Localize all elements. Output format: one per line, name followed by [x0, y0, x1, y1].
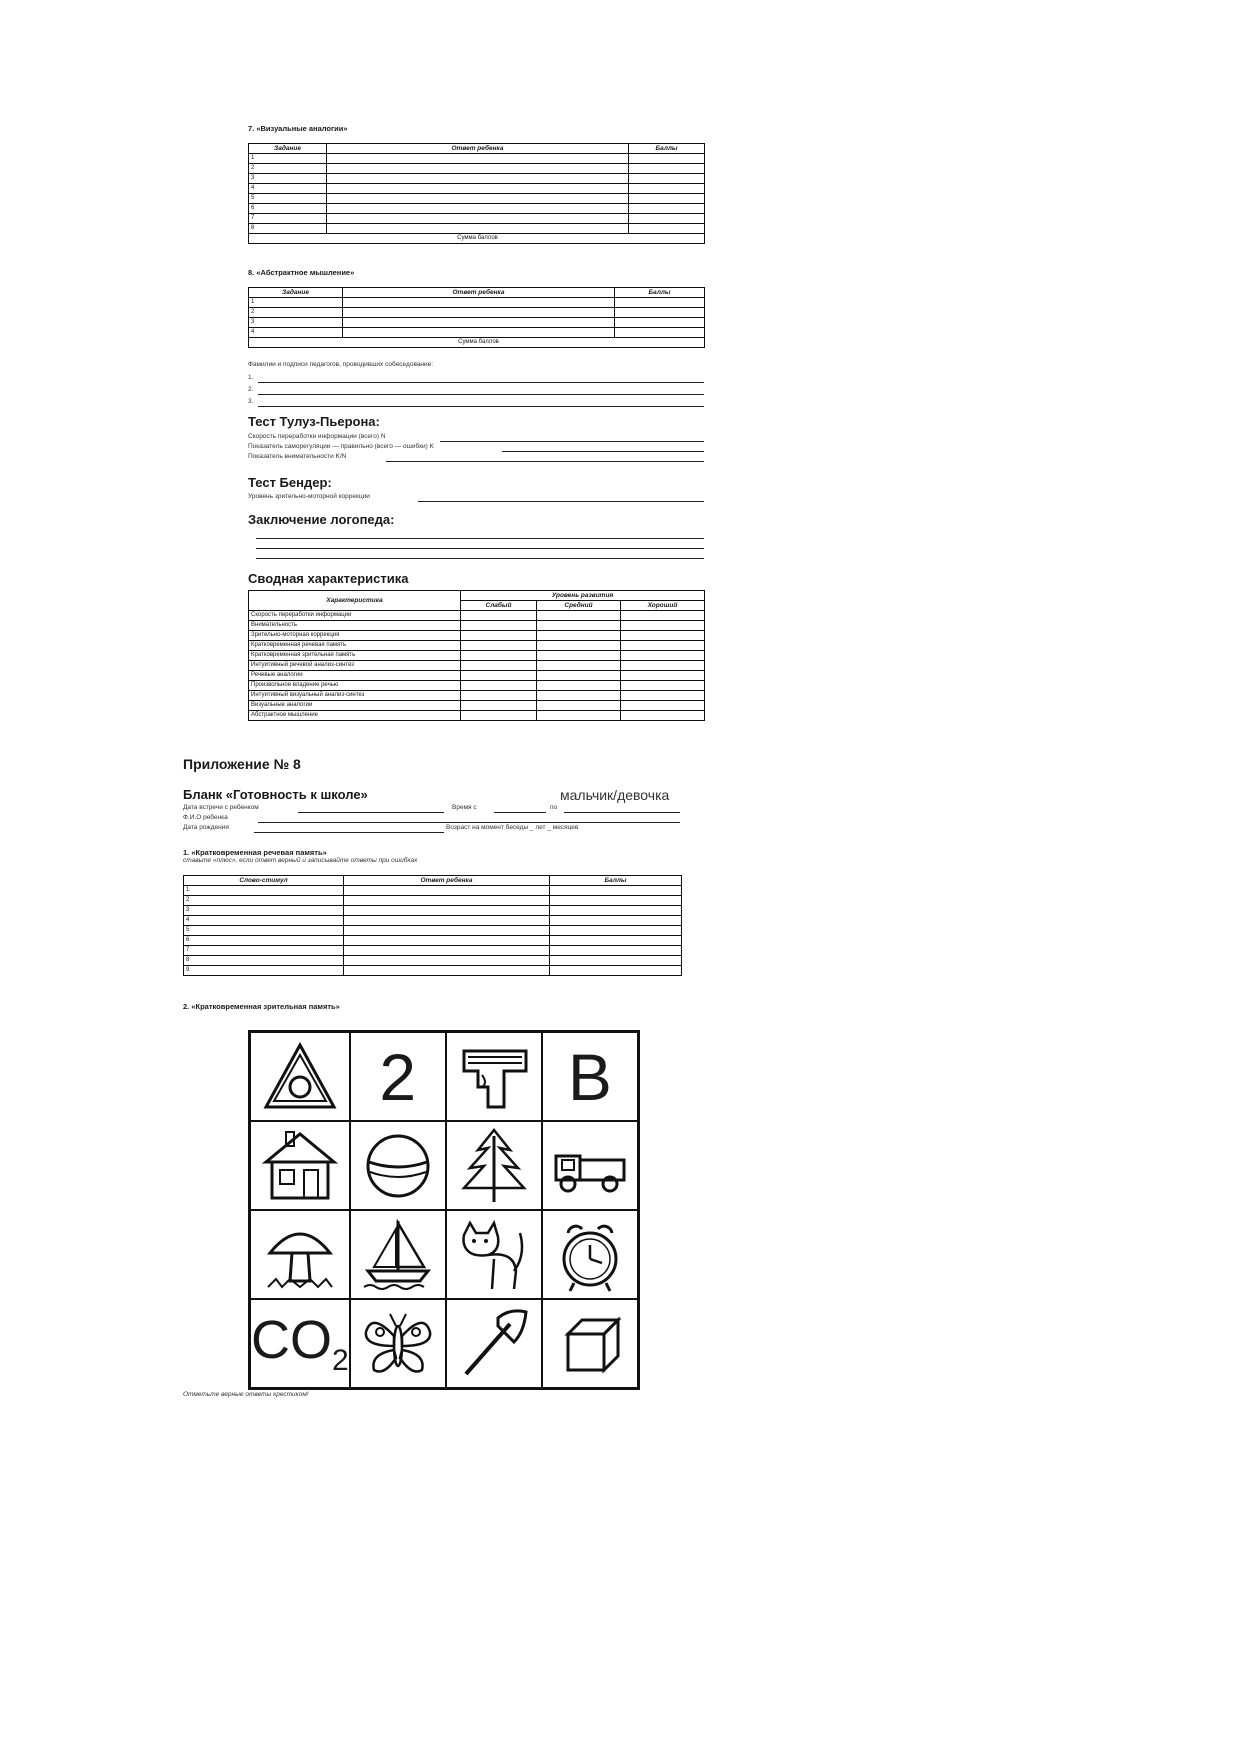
logoped-title: Заключение логопеда:	[248, 512, 395, 527]
table-row: 7	[249, 214, 705, 224]
signature-line-2[interactable]	[258, 394, 704, 395]
table-row: 6	[249, 204, 705, 214]
signature-number: 3.	[248, 398, 254, 405]
table-row: 1	[249, 298, 705, 308]
table-summary	[248, 590, 705, 721]
digit-2[interactable]: 2	[350, 1032, 446, 1121]
ball-icon[interactable]	[350, 1121, 446, 1210]
table-row: Произвольное владение речью	[249, 681, 705, 691]
section-8-title: 8. «Абстрактное мышление»	[248, 268, 355, 277]
pistol-icon[interactable]	[446, 1032, 542, 1121]
table-row: 6	[184, 936, 682, 946]
table-row: Скорость переработки информации	[249, 611, 705, 621]
birth-label: Дата рождения	[183, 824, 229, 831]
cube-icon[interactable]	[542, 1299, 638, 1388]
table-row: 1	[184, 886, 682, 896]
mushroom-icon[interactable]	[250, 1210, 350, 1299]
table-row: Визуальные аналогии	[249, 701, 705, 711]
name-field[interactable]	[258, 822, 680, 823]
section-1-title: 1. «Кратковременная речевая память»	[183, 848, 327, 857]
house-icon[interactable]	[250, 1121, 350, 1210]
level-header: Слабый	[461, 601, 537, 611]
bender-line-label: Уровень зрительно-моторной коррекции	[248, 493, 370, 500]
table-row: 8	[249, 224, 705, 234]
section-2-title: 2. «Кратковременная зрительная память»	[183, 1002, 340, 1011]
table-verbal-memory	[183, 875, 682, 976]
signature-line-3[interactable]	[258, 406, 704, 407]
toulouse-line-label: Показатель внимательности K/N	[248, 453, 347, 460]
table-row: Кратковременная речевая память	[249, 641, 705, 651]
level-header: Хороший	[621, 601, 705, 611]
grid-note: Отметьте верные ответы крестиком!	[183, 1391, 309, 1398]
col-header: Баллы	[629, 144, 705, 154]
logoped-line-3[interactable]	[256, 558, 704, 559]
table-row: 9	[184, 966, 682, 976]
table-row: 4	[249, 184, 705, 194]
table-row: Интуитивный визуальный анализ-синтез	[249, 691, 705, 701]
toulouse-line-label: Показатель саморегуляции — правильно (всего — ошибки) K	[248, 443, 434, 450]
table-row: 1	[249, 154, 705, 164]
table-row: Речевые аналогии	[249, 671, 705, 681]
letter-B[interactable]: B	[542, 1032, 638, 1121]
table-row: 7	[184, 946, 682, 956]
gender-label[interactable]: мальчик/девочка	[560, 787, 670, 803]
signatures-label: Фамилии и подписи педагогов, проводивших собеседование:	[248, 361, 434, 368]
col-group-header: Уровень развития	[461, 591, 705, 601]
table-row: 3	[249, 174, 705, 184]
col-header: Баллы	[615, 288, 705, 298]
col-header: Задание	[249, 144, 327, 154]
summary-title: Сводная характеристика	[248, 571, 409, 586]
toulouse-line-1[interactable]	[440, 441, 704, 442]
toulouse-line-label: Скорость переработки информации (всего) N	[248, 433, 386, 440]
level-header: Средний	[537, 601, 621, 611]
section-1-note: ставьте «плюс», если ответ верный и записывайте ответы при ошибках	[183, 857, 418, 864]
visual-memory-grid	[248, 1030, 640, 1390]
alarm-clock-icon[interactable]	[542, 1210, 638, 1299]
col-header: Характеристика	[249, 591, 461, 611]
bender-title: Тест Бендер:	[248, 475, 332, 490]
fir-tree-icon[interactable]	[446, 1121, 542, 1210]
table-row: Кратковременная зрительная память	[249, 651, 705, 661]
sailboat-icon[interactable]	[350, 1210, 446, 1299]
table-row: Интуитивный речевой анализ-синтез	[249, 661, 705, 671]
butterfly-icon[interactable]	[350, 1299, 446, 1388]
logoped-line-2[interactable]	[256, 548, 704, 549]
time-to-label: по	[550, 804, 558, 811]
sum-label: Сумма баллов	[343, 338, 615, 348]
table-row: 2	[249, 308, 705, 318]
table-row: Зрительно-моторная коррекция	[249, 631, 705, 641]
table-row: 3	[249, 318, 705, 328]
axe-icon[interactable]	[446, 1299, 542, 1388]
signature-number: 2.	[248, 386, 254, 393]
cat-icon[interactable]	[446, 1210, 542, 1299]
date-field[interactable]	[298, 812, 444, 813]
table-row: 5	[184, 926, 682, 936]
table-row: 8	[184, 956, 682, 966]
signature-number: 1.	[248, 374, 254, 381]
col-header: Баллы	[550, 876, 682, 886]
col-header: Задание	[249, 288, 343, 298]
table-row: 4	[249, 328, 705, 338]
table-row: 3	[184, 906, 682, 916]
triangle-circle-icon[interactable]	[250, 1032, 350, 1121]
form-title: Бланк «Готовность к школе»	[183, 787, 368, 802]
toulouse-line-3[interactable]	[386, 461, 704, 462]
signature-line-1[interactable]	[258, 382, 704, 383]
truck-icon[interactable]	[542, 1121, 638, 1210]
table-abstract-thinking	[248, 287, 705, 348]
col-header: Ответ ребенка	[343, 288, 615, 298]
co2-formula[interactable]: $CO_2$	[250, 1299, 350, 1388]
sum-label: Сумма баллов	[327, 234, 629, 244]
birth-field[interactable]	[254, 832, 444, 833]
age-label: Возраст на момент беседы _ лет _ месяцев	[446, 824, 579, 831]
logoped-line-1[interactable]	[256, 538, 704, 539]
appendix-title: Приложение № 8	[183, 756, 301, 772]
bender-line[interactable]	[418, 501, 704, 502]
col-header: Слово-стимул	[184, 876, 344, 886]
time-label: Время с	[452, 804, 477, 811]
col-header: Ответ ребенка	[327, 144, 629, 154]
toulouse-line-2[interactable]	[502, 451, 704, 452]
table-row: Абстрактное мышление	[249, 711, 705, 721]
table-row: 2	[184, 896, 682, 906]
date-label: Дата встречи с ребенком	[183, 804, 259, 811]
table-row: 4	[184, 916, 682, 926]
table-row: 5	[249, 194, 705, 204]
table-row: Внимательность	[249, 621, 705, 631]
time-to-field[interactable]	[564, 812, 680, 813]
name-label: Ф.И.О ребенка	[183, 814, 228, 821]
table-visual-analogies	[248, 143, 705, 244]
toulouse-title: Тест Тулуз-Пьерона:	[248, 414, 380, 429]
col-header: Ответ ребенка	[344, 876, 550, 886]
table-row: 2	[249, 164, 705, 174]
time-from-field[interactable]	[494, 812, 546, 813]
section-7-title: 7. «Визуальные аналогии»	[248, 124, 348, 133]
